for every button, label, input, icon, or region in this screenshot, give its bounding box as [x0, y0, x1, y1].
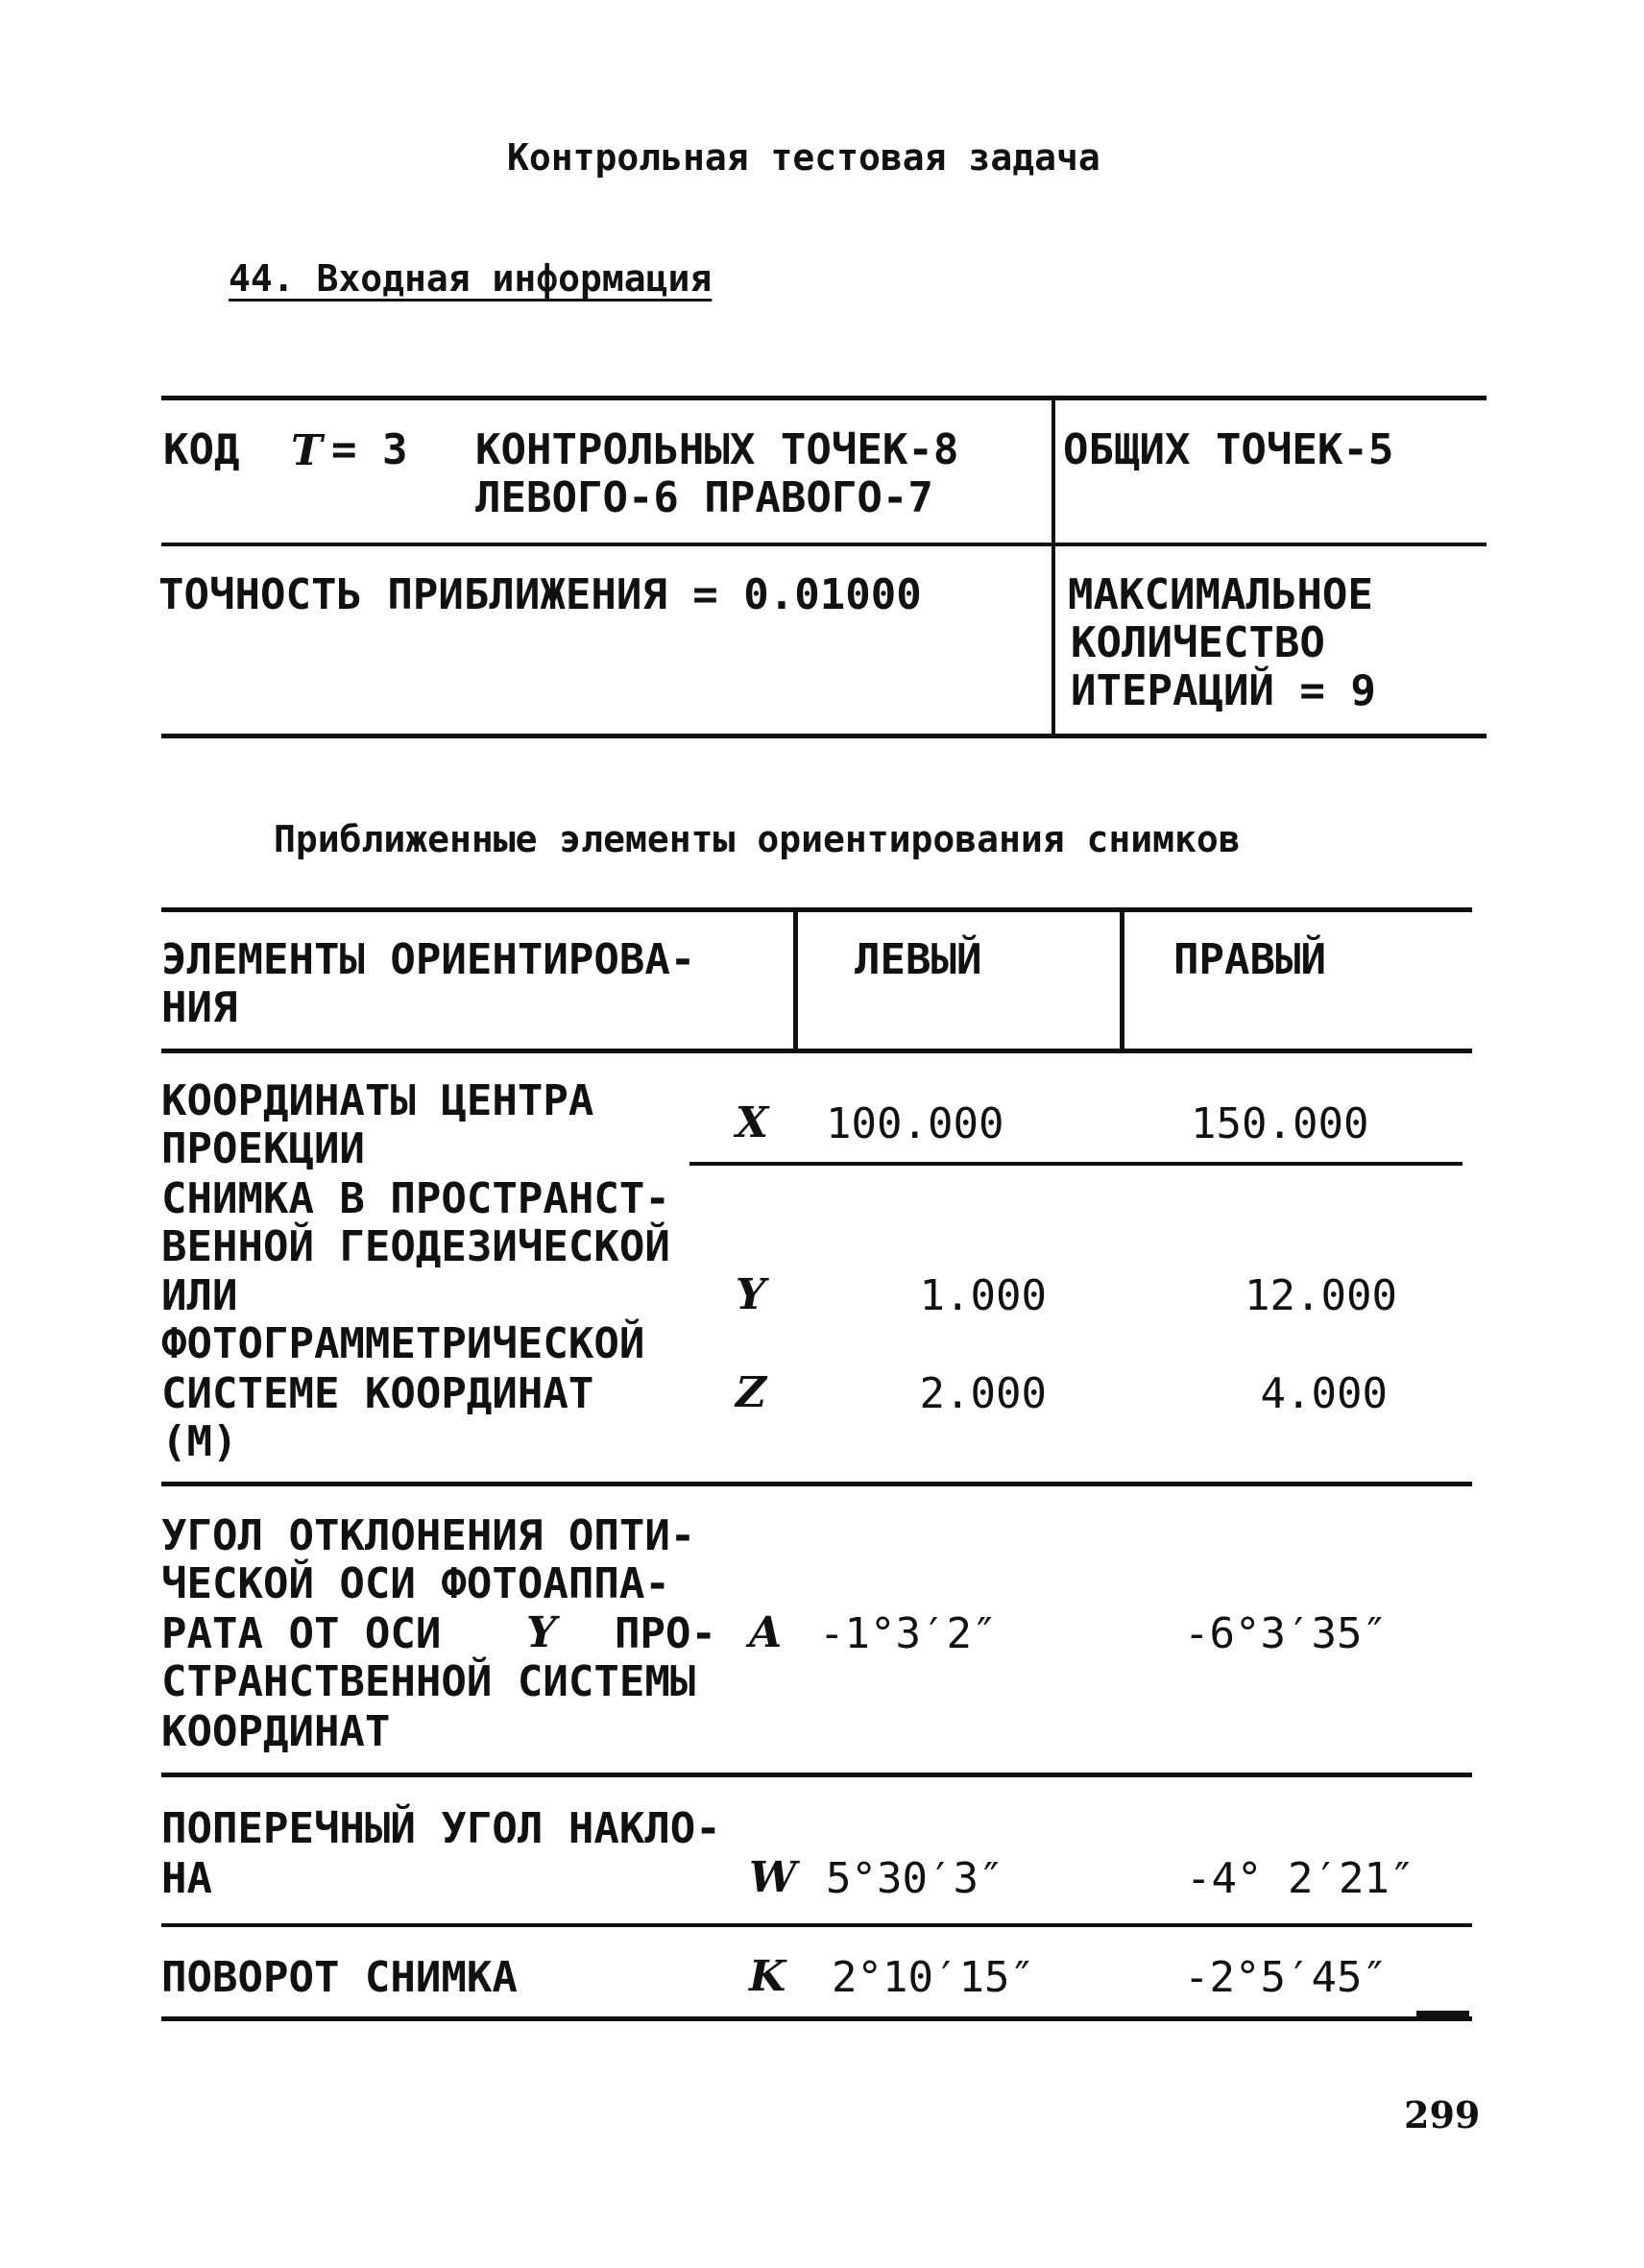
page-number: 299: [1404, 2093, 1481, 2136]
coords-label: КООРДИНАТЫ ЦЕНТРА: [161, 1076, 594, 1125]
tilt-label: НА: [161, 1854, 212, 1903]
angle-label: СТРАНСТВЕННОЙ СИСТЕМЫ: [161, 1657, 696, 1706]
row-separator: [689, 1162, 1463, 1166]
column-divider: [1120, 907, 1124, 1049]
y-right-value: 12.000: [1245, 1271, 1397, 1320]
x-variable: X: [736, 1098, 769, 1147]
column-divider: [793, 907, 798, 1049]
rotation-right-value: -2°5′45″: [1184, 1953, 1388, 2002]
angle-label: УГОЛ ОТКЛОНЕНИЯ ОПТИ-: [161, 1511, 696, 1560]
angle-label: КООРДИНАТ: [161, 1707, 391, 1756]
table-rule: [161, 1773, 1472, 1777]
coords-label: ПРОЕКЦИИ: [161, 1124, 365, 1173]
tilt-right-value: -4° 2′21″: [1186, 1854, 1415, 1903]
angle-label: ПРО-: [615, 1609, 716, 1658]
max-iterations-line3: ИТЕРАЦИЙ = 9: [1071, 666, 1376, 715]
coords-label: ИЛИ: [161, 1271, 238, 1320]
a-variable: A: [749, 1608, 783, 1657]
angle-label: РАТА ОТ ОСИ: [161, 1609, 442, 1658]
kod-label: КОД: [163, 425, 240, 474]
table-rule: [161, 1923, 1472, 1927]
table-rule: [161, 543, 1487, 546]
table-rule: [161, 396, 1487, 400]
x-right-value: 150.000: [1191, 1099, 1369, 1148]
column-divider: [1052, 396, 1055, 734]
t-value: = 3: [331, 425, 408, 474]
common-points: ОБЩИХ ТОЧЕК-5: [1063, 425, 1394, 474]
y-left-value: 1.000: [919, 1271, 1047, 1320]
z-variable: Z: [736, 1368, 767, 1417]
table-rule: [161, 907, 1472, 912]
rotation-label: ПОВОРОТ СНИМКА: [161, 1953, 518, 2002]
y-variable: Y: [736, 1270, 766, 1319]
rotation-left-value: 2°10′15″: [832, 1953, 1035, 2002]
t-variable: T: [291, 426, 323, 475]
table-rule: [161, 1482, 1472, 1486]
table-subtitle: Приближенные элементы ориентирования снимков: [274, 818, 1241, 860]
table-rule: [161, 1049, 1472, 1053]
table-rule: [161, 2016, 1472, 2021]
header-right: ПРАВЫЙ: [1173, 935, 1326, 984]
accuracy: ТОЧНОСТЬ ПРИБЛИЖЕНИЯ = 0.01000: [158, 570, 922, 619]
k-variable: K: [749, 1952, 786, 2001]
section-title: 44. Входная информация: [229, 257, 713, 300]
table-rule: [1416, 2011, 1469, 2016]
header-left: ЛЕВЫЙ: [855, 935, 982, 984]
z-left-value: 2.000: [919, 1369, 1047, 1418]
left-right-points: ЛЕВОГО-6 ПРАВОГО-7: [475, 473, 933, 522]
coords-label: СНИМКА В ПРОСТРАНСТ-: [161, 1174, 670, 1223]
coords-label: (М): [161, 1417, 238, 1466]
table-rule: [161, 734, 1487, 738]
x-left-value: 100.000: [826, 1099, 1004, 1148]
max-iterations-line2: КОЛИЧЕСТВО: [1071, 618, 1325, 667]
header-elements-line2: НИЯ: [161, 983, 238, 1032]
z-right-value: 4.000: [1260, 1369, 1388, 1418]
max-iterations-line1: МАКСИМАЛЬНОЕ: [1068, 570, 1373, 619]
page-heading: Контрольная тестовая задача: [507, 136, 1100, 179]
coords-label: СИСТЕМЕ КООРДИНАТ: [161, 1369, 594, 1418]
angle-right-value: -6°3′35″: [1184, 1609, 1388, 1658]
tilt-left-value: 5°30′3″: [826, 1854, 1004, 1903]
control-points: КОНТРОЛЬНЫХ ТОЧЕК-8: [475, 425, 959, 474]
coords-label: ВЕННОЙ ГЕОДЕЗИЧЕСКОЙ: [161, 1222, 670, 1271]
header-elements-line1: ЭЛЕМЕНТЫ ОРИЕНТИРОВА-: [161, 935, 696, 984]
angle-left-value: -1°3′2″: [819, 1609, 998, 1658]
coords-label: ФОТОГРАММЕТРИЧЕСКОЙ: [161, 1319, 645, 1368]
w-variable: W: [749, 1853, 797, 1902]
angle-label: ЧЕСКОЙ ОСИ ФОТОАППА-: [161, 1559, 670, 1608]
axis-y-variable: Y: [526, 1608, 557, 1657]
tilt-label: ПОПЕРЕЧНЫЙ УГОЛ НАКЛО-: [161, 1804, 721, 1853]
